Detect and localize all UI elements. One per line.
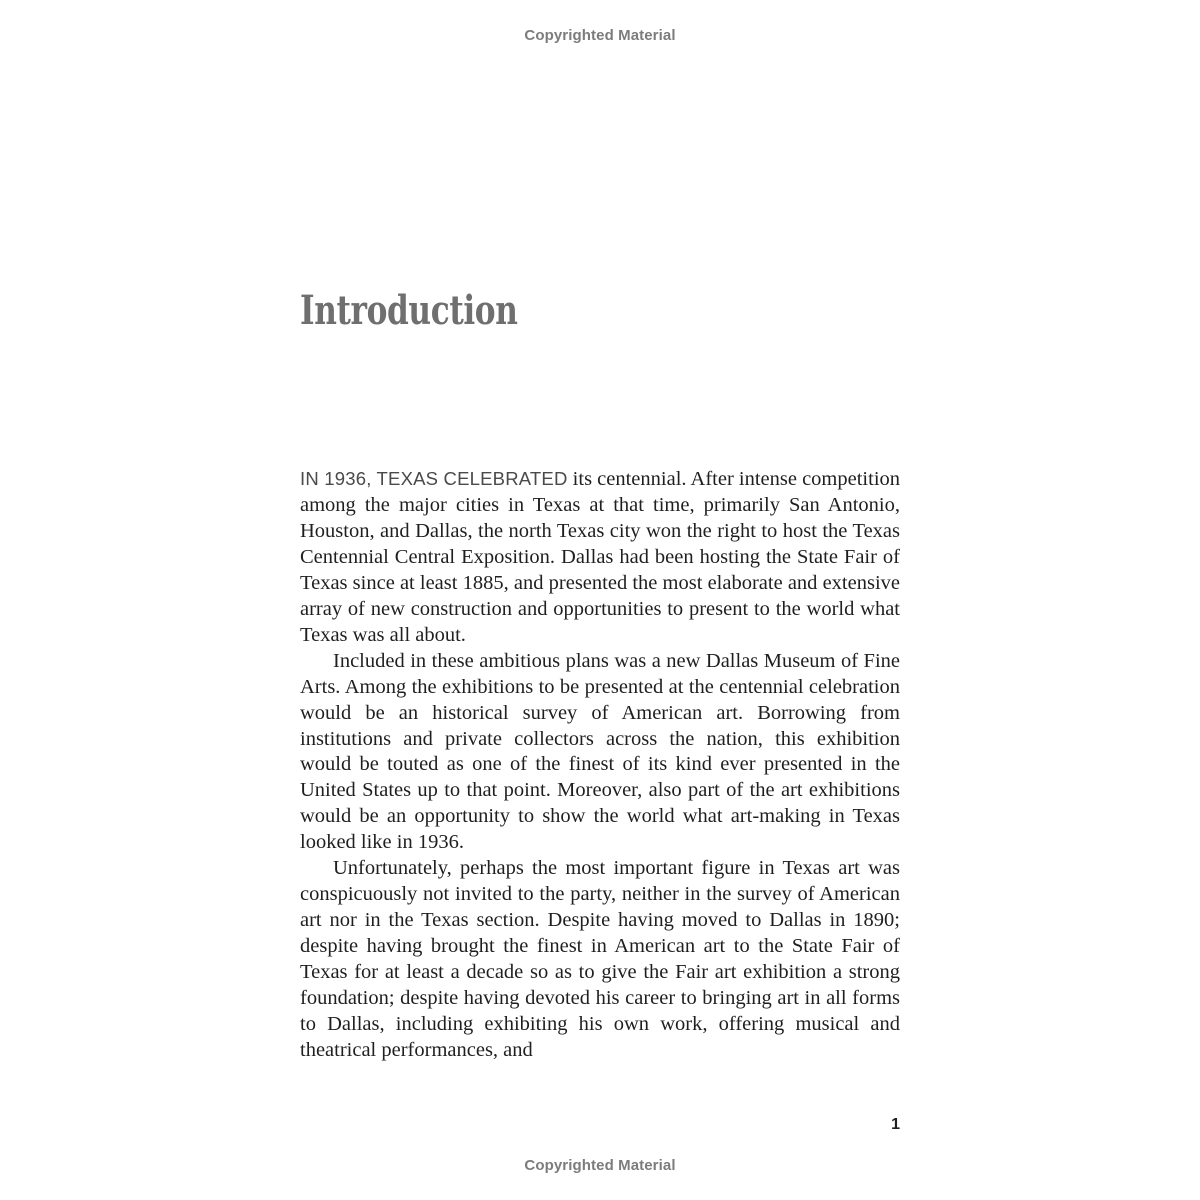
chapter-title: Introduction <box>300 287 518 334</box>
lead-in-small-caps: IN 1936, TEXAS CELEBRATED <box>300 468 568 489</box>
copyright-watermark-top: Copyrighted Material <box>524 27 676 44</box>
body-text <box>300 466 900 1064</box>
paragraph-1 <box>300 466 900 649</box>
paragraph-3: Unfortunately, perhaps the most important figure in Texas art was conspicuously not invited to the party, neither in the survey of American art nor in the Texas section. Despite having moved to Dallas in 1890; despite having brought the finest in American art to the State Fair of Texas for at least a decade so as to give the Fair art exhibition a strong foundation; despite having devoted his career to bringing art in all forms to Dallas, including exhibiting his own work, offering musical and theatrical performances, and <box>300 857 900 1061</box>
paragraph-2: Included in these ambitious plans was a new Dallas Museum of Fine Arts. Among the exhibitions to be presented at the centennial celebration would be an historical survey of American art. Borrowing from institutions and private collectors across the nation, this exhibition would be touted as one of the finest of its kind ever presented in the United States up to that point. Moreover, also part of the art exhibitions would be an opportunity to show the world what art-making in Texas looked like in 1936. <box>300 649 900 854</box>
page-number: 1 <box>891 1116 900 1133</box>
copyright-watermark-bottom: Copyrighted Material <box>524 1157 676 1174</box>
paragraph-1-text: its centennial. After intense competition among the major cities in Texas at that time, primarily San Antonio, Houston, and Dallas, the north Texas city won the right to host the Texas Centennial Central Exposition. Dallas had been hosting the State Fair of Texas since at least 1885, and presented the most elaborate and extensive array of new construction and opportunities to present to the world what Texas was all about. <box>300 468 901 646</box>
